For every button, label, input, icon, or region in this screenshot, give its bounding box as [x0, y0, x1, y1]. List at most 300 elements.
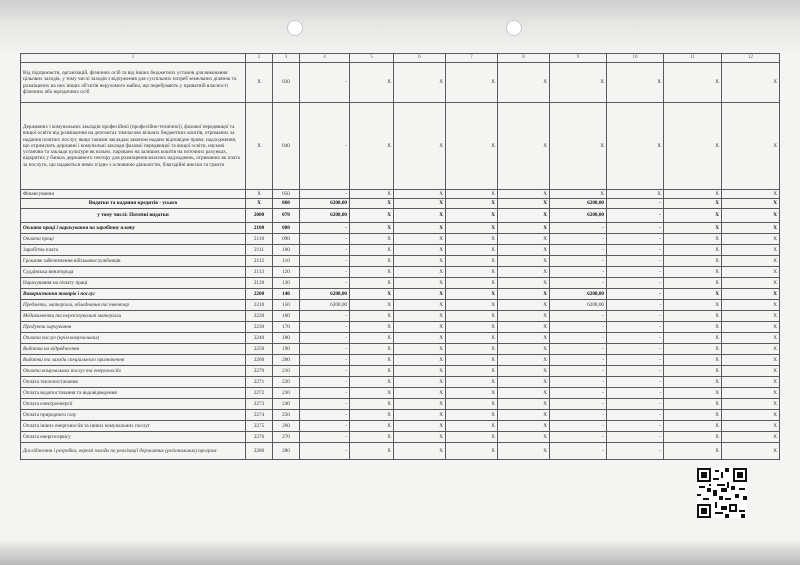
value-cell: X	[498, 103, 550, 190]
amount-cell: 6200,00	[550, 199, 607, 209]
line-code-cell: 040	[273, 103, 300, 190]
value-cell: X	[722, 245, 780, 256]
value-cell: X	[722, 63, 780, 103]
row-label: Суддівська винагорода	[21, 267, 246, 278]
value-cell: -	[607, 333, 664, 344]
value-cell: X	[722, 300, 780, 311]
amount-cell: -	[300, 267, 350, 278]
amount-cell: -	[550, 443, 607, 460]
value-cell: X	[394, 223, 446, 234]
scan-shadow-top	[0, 0, 800, 52]
value-cell: X	[350, 388, 394, 399]
punch-hole-left	[287, 20, 303, 36]
value-cell: -	[607, 410, 664, 421]
code-cell: 2274	[246, 410, 273, 421]
row-label: Оплата інших енергоносіїв та інших комунальних послуг	[21, 421, 246, 432]
table-row	[21, 366, 780, 377]
value-cell: X	[664, 199, 722, 209]
amount-cell: -	[550, 366, 607, 377]
value-cell: X	[394, 234, 446, 245]
value-cell: X	[722, 209, 780, 223]
line-code-cell: 100	[273, 245, 300, 256]
value-cell: X	[446, 443, 498, 460]
code-cell: 2270	[246, 366, 273, 377]
value-cell: X	[394, 199, 446, 209]
line-code-cell: 090	[273, 234, 300, 245]
value-cell: X	[446, 366, 498, 377]
table-row	[21, 234, 780, 245]
value-cell: X	[394, 388, 446, 399]
value-cell: X	[350, 289, 394, 300]
value-cell: -	[607, 311, 664, 322]
value-cell: X	[498, 199, 550, 209]
value-cell: X	[722, 344, 780, 355]
column-number: 2	[246, 54, 273, 63]
value-cell: X	[498, 190, 550, 199]
value-cell: X	[722, 410, 780, 421]
value-cell: X	[446, 311, 498, 322]
value-cell: X	[350, 366, 394, 377]
value-cell: X	[446, 289, 498, 300]
value-cell: X	[498, 432, 550, 443]
amount-cell: -	[300, 278, 350, 289]
value-cell: X	[446, 333, 498, 344]
value-cell: X	[446, 63, 498, 103]
amount-cell: X	[550, 63, 607, 103]
scan-shadow-bottom	[0, 540, 800, 565]
amount-cell: -	[300, 190, 350, 199]
value-cell: -	[607, 366, 664, 377]
row-label: Предмети, матеріали, обладнання та інвентар	[21, 300, 246, 311]
row-label: Оплата природного газу	[21, 410, 246, 421]
amount-cell: -	[300, 63, 350, 103]
line-code-cell: 150	[273, 300, 300, 311]
value-cell: X	[722, 377, 780, 388]
value-cell: X	[664, 366, 722, 377]
column-number-row	[21, 54, 780, 63]
amount-cell: -	[550, 278, 607, 289]
amount-cell: -	[550, 256, 607, 267]
value-cell: X	[498, 63, 550, 103]
value-cell: X	[664, 256, 722, 267]
code-cell: 2260	[246, 355, 273, 366]
code-cell: 2280	[246, 443, 273, 460]
code-cell: 2111	[246, 245, 273, 256]
value-cell: X	[722, 223, 780, 234]
value-cell: X	[350, 278, 394, 289]
row-label: Грошове забезпечення військовослужбовців	[21, 256, 246, 267]
table-row	[21, 300, 780, 311]
value-cell: X	[350, 267, 394, 278]
code-cell: 2210	[246, 300, 273, 311]
value-cell: X	[498, 245, 550, 256]
value-cell: X	[498, 300, 550, 311]
value-cell: X	[350, 103, 394, 190]
code-cell: X	[246, 63, 273, 103]
value-cell: X	[394, 311, 446, 322]
amount-cell: -	[550, 421, 607, 432]
value-cell: X	[664, 103, 722, 190]
value-cell: X	[394, 300, 446, 311]
row-label: Видатки та заходи спеціального призначення	[21, 355, 246, 366]
amount-cell: -	[300, 355, 350, 366]
value-cell: X	[350, 377, 394, 388]
row-label: Оплата енергосервісу	[21, 432, 246, 443]
value-cell: X	[607, 190, 664, 199]
value-cell: X	[664, 344, 722, 355]
table-row	[21, 322, 780, 333]
value-cell: X	[722, 443, 780, 460]
line-code-cell: 250	[273, 410, 300, 421]
value-cell: X	[498, 333, 550, 344]
amount-cell: -	[300, 333, 350, 344]
amount-cell: -	[300, 432, 350, 443]
value-cell: X	[722, 256, 780, 267]
amount-cell: -	[550, 399, 607, 410]
value-cell: X	[498, 267, 550, 278]
value-cell: X	[664, 245, 722, 256]
value-cell: X	[350, 256, 394, 267]
column-number: 7	[446, 54, 498, 63]
value-cell: X	[498, 443, 550, 460]
value-cell: X	[664, 278, 722, 289]
value-cell: X	[350, 190, 394, 199]
value-cell: -	[607, 432, 664, 443]
value-cell: X	[394, 443, 446, 460]
value-cell: X	[350, 209, 394, 223]
value-cell: X	[394, 103, 446, 190]
value-cell: X	[664, 289, 722, 300]
value-cell: X	[664, 209, 722, 223]
code-cell: X	[246, 190, 273, 199]
line-code-cell: 030	[273, 63, 300, 103]
row-label: Використання товарів і послуг	[21, 289, 246, 300]
row-label: Нарахування на оплату праці	[21, 278, 246, 289]
table-row	[21, 399, 780, 410]
table-row	[21, 432, 780, 443]
value-cell: X	[394, 333, 446, 344]
column-number: 11	[664, 54, 722, 63]
table-row	[21, 344, 780, 355]
line-code-cell: 050	[273, 190, 300, 199]
value-cell: X	[446, 344, 498, 355]
value-cell: X	[664, 432, 722, 443]
code-cell: 2000	[246, 209, 273, 223]
line-code-cell: 260	[273, 421, 300, 432]
value-cell: X	[722, 289, 780, 300]
value-cell: X	[607, 103, 664, 190]
table-row	[21, 388, 780, 399]
value-cell: X	[446, 399, 498, 410]
value-cell: X	[664, 388, 722, 399]
value-cell: -	[607, 234, 664, 245]
value-cell: X	[446, 410, 498, 421]
table-row	[21, 256, 780, 267]
table-row	[21, 333, 780, 344]
line-code-cell: 270	[273, 432, 300, 443]
value-cell: X	[498, 388, 550, 399]
value-cell: X	[664, 421, 722, 432]
line-code-cell: 110	[273, 256, 300, 267]
line-code-cell: 200	[273, 355, 300, 366]
value-cell: X	[664, 443, 722, 460]
amount-cell: -	[550, 245, 607, 256]
value-cell: X	[350, 410, 394, 421]
value-cell: X	[350, 399, 394, 410]
amount-cell: X	[550, 103, 607, 190]
code-cell: 2100	[246, 223, 273, 234]
table-row	[21, 245, 780, 256]
value-cell: X	[722, 421, 780, 432]
code-cell: 2276	[246, 432, 273, 443]
value-cell: X	[664, 63, 722, 103]
value-cell: -	[607, 399, 664, 410]
code-cell: 2240	[246, 333, 273, 344]
amount-cell: -	[300, 377, 350, 388]
value-cell: X	[446, 377, 498, 388]
value-cell: X	[722, 199, 780, 209]
value-cell: X	[446, 245, 498, 256]
row-label: Дослідження і розробки, окремі заходи по реалізації державних (регіональних) програм	[21, 443, 246, 460]
value-cell: -	[607, 344, 664, 355]
code-cell: 2200	[246, 289, 273, 300]
row-label: Від підприємств, організацій, фізичних осіб та від інших бюджетних установ для виконання цільових заходів, у тому числі заходів з відчуження для суспільних потреб земельних ділянок та розміщених на них інших об'єктів нерухомого майна, що перебувають у приватній власності фізичних або юридичних осіб	[21, 63, 246, 103]
value-cell: -	[607, 377, 664, 388]
line-code-cell: 240	[273, 399, 300, 410]
line-code-cell: 140	[273, 289, 300, 300]
amount-cell: -	[300, 388, 350, 399]
amount-cell: -	[300, 366, 350, 377]
value-cell: X	[446, 300, 498, 311]
row-label: Оплата послуг (крім комунальних)	[21, 333, 246, 344]
amount-cell: -	[300, 103, 350, 190]
value-cell: X	[394, 267, 446, 278]
table-row	[21, 199, 780, 209]
line-code-cell: 120	[273, 267, 300, 278]
table-row	[21, 190, 780, 199]
table-row	[21, 355, 780, 366]
amount-cell: -	[550, 410, 607, 421]
code-cell: 2112	[246, 256, 273, 267]
value-cell: X	[446, 234, 498, 245]
value-cell: X	[498, 289, 550, 300]
value-cell: X	[498, 377, 550, 388]
value-cell: X	[664, 377, 722, 388]
value-cell: X	[498, 322, 550, 333]
value-cell: X	[722, 399, 780, 410]
line-code-cell: 280	[273, 443, 300, 460]
value-cell: X	[498, 366, 550, 377]
row-label: Медикаменти та перев'язувальні матеріали	[21, 311, 246, 322]
code-cell: 2275	[246, 421, 273, 432]
amount-cell: -	[300, 344, 350, 355]
amount-cell: -	[550, 355, 607, 366]
value-cell: -	[607, 421, 664, 432]
value-cell: X	[446, 267, 498, 278]
value-cell: X	[722, 388, 780, 399]
value-cell: X	[394, 421, 446, 432]
value-cell: X	[394, 377, 446, 388]
row-label: Видатки на відрядження	[21, 344, 246, 355]
value-cell: X	[394, 289, 446, 300]
value-cell: -	[607, 256, 664, 267]
value-cell: X	[350, 63, 394, 103]
table-row	[21, 443, 780, 460]
value-cell: X	[664, 234, 722, 245]
value-cell: -	[607, 199, 664, 209]
value-cell: X	[722, 267, 780, 278]
amount-cell: -	[550, 388, 607, 399]
amount-cell: 6200,00	[300, 199, 350, 209]
amount-cell: -	[550, 234, 607, 245]
value-cell: X	[446, 256, 498, 267]
line-code-cell: 170	[273, 322, 300, 333]
value-cell: -	[607, 223, 664, 234]
amount-cell: -	[300, 443, 350, 460]
value-cell: X	[394, 432, 446, 443]
value-cell: X	[664, 399, 722, 410]
amount-cell: -	[550, 322, 607, 333]
value-cell: X	[446, 190, 498, 199]
amount-cell: -	[550, 333, 607, 344]
code-cell: 2271	[246, 377, 273, 388]
code-cell: 2220	[246, 311, 273, 322]
value-cell: -	[607, 278, 664, 289]
value-cell: -	[607, 388, 664, 399]
value-cell: X	[664, 300, 722, 311]
code-cell: 2113	[246, 267, 273, 278]
line-code-cell: 130	[273, 278, 300, 289]
amount-cell: X	[550, 190, 607, 199]
amount-cell: -	[550, 377, 607, 388]
value-cell: X	[394, 344, 446, 355]
value-cell: X	[498, 223, 550, 234]
value-cell: X	[722, 322, 780, 333]
value-cell: -	[607, 355, 664, 366]
table-row	[21, 377, 780, 388]
amount-cell: -	[300, 421, 350, 432]
value-cell: X	[446, 278, 498, 289]
amount-cell: 6200,00	[550, 300, 607, 311]
amount-cell: 6200,00	[300, 300, 350, 311]
value-cell: X	[350, 355, 394, 366]
value-cell: X	[498, 256, 550, 267]
value-cell: X	[394, 278, 446, 289]
value-cell: X	[394, 322, 446, 333]
code-cell: 2272	[246, 388, 273, 399]
value-cell: X	[722, 190, 780, 199]
code-cell: 2230	[246, 322, 273, 333]
value-cell: X	[664, 355, 722, 366]
value-cell: X	[350, 443, 394, 460]
value-cell: X	[394, 410, 446, 421]
row-label: у тому числі: Поточні видатки	[21, 209, 246, 223]
value-cell: X	[498, 209, 550, 223]
amount-cell: -	[550, 344, 607, 355]
code-cell: 2110	[246, 234, 273, 245]
table-row	[21, 410, 780, 421]
value-cell: X	[446, 223, 498, 234]
amount-cell: -	[300, 245, 350, 256]
table-row	[21, 209, 780, 223]
row-label: Оплата теплопостачання	[21, 377, 246, 388]
value-cell: X	[394, 63, 446, 103]
value-cell: X	[350, 344, 394, 355]
value-cell: X	[498, 234, 550, 245]
row-label: Оплата праці і нарахування на заробітну плату	[21, 223, 246, 234]
value-cell: -	[607, 245, 664, 256]
line-code-cell: 180	[273, 333, 300, 344]
row-label: Оплата водопостачання та водовідведення	[21, 388, 246, 399]
value-cell: X	[394, 399, 446, 410]
code-cell: 2120	[246, 278, 273, 289]
value-cell: X	[446, 322, 498, 333]
report-sheet	[20, 53, 779, 460]
value-cell: X	[498, 344, 550, 355]
value-cell: X	[446, 421, 498, 432]
row-label: Оплата комунальних послуг та енергоносіїв	[21, 366, 246, 377]
value-cell: -	[607, 209, 664, 223]
column-number: 12	[722, 54, 780, 63]
amount-cell: 6200,00	[300, 289, 350, 300]
value-cell: X	[664, 333, 722, 344]
column-number: 1	[21, 54, 246, 63]
value-cell: X	[498, 355, 550, 366]
value-cell: -	[607, 443, 664, 460]
value-cell: X	[446, 388, 498, 399]
amount-cell: -	[300, 410, 350, 421]
value-cell: X	[350, 223, 394, 234]
value-cell: X	[664, 311, 722, 322]
amount-cell: -	[550, 223, 607, 234]
value-cell: X	[350, 234, 394, 245]
column-number: 3	[273, 54, 300, 63]
amount-cell: 6200,00	[300, 209, 350, 223]
amount-cell: -	[300, 399, 350, 410]
table-row	[21, 63, 780, 103]
value-cell: X	[664, 267, 722, 278]
column-number: 4	[300, 54, 350, 63]
amount-cell: -	[300, 234, 350, 245]
value-cell: X	[350, 322, 394, 333]
report-table	[20, 53, 780, 460]
amount-cell: -	[300, 322, 350, 333]
value-cell: X	[446, 355, 498, 366]
value-cell: X	[446, 103, 498, 190]
code-cell: X	[246, 199, 273, 209]
column-number: 8	[498, 54, 550, 63]
amount-cell: -	[550, 267, 607, 278]
line-code-cell: 220	[273, 377, 300, 388]
value-cell: X	[722, 311, 780, 322]
value-cell: X	[722, 234, 780, 245]
value-cell: X	[664, 410, 722, 421]
table-row	[21, 103, 780, 190]
amount-cell: 6200,00	[550, 209, 607, 223]
column-number: 6	[394, 54, 446, 63]
code-cell: 2273	[246, 399, 273, 410]
value-cell: X	[722, 366, 780, 377]
column-number: 9	[550, 54, 607, 63]
amount-cell: -	[550, 311, 607, 322]
value-cell: X	[664, 322, 722, 333]
value-cell: X	[498, 421, 550, 432]
value-cell: X	[394, 256, 446, 267]
table-row	[21, 223, 780, 234]
line-code-cell: 230	[273, 388, 300, 399]
row-label: Оплата електроенергії	[21, 399, 246, 410]
value-cell: X	[446, 432, 498, 443]
